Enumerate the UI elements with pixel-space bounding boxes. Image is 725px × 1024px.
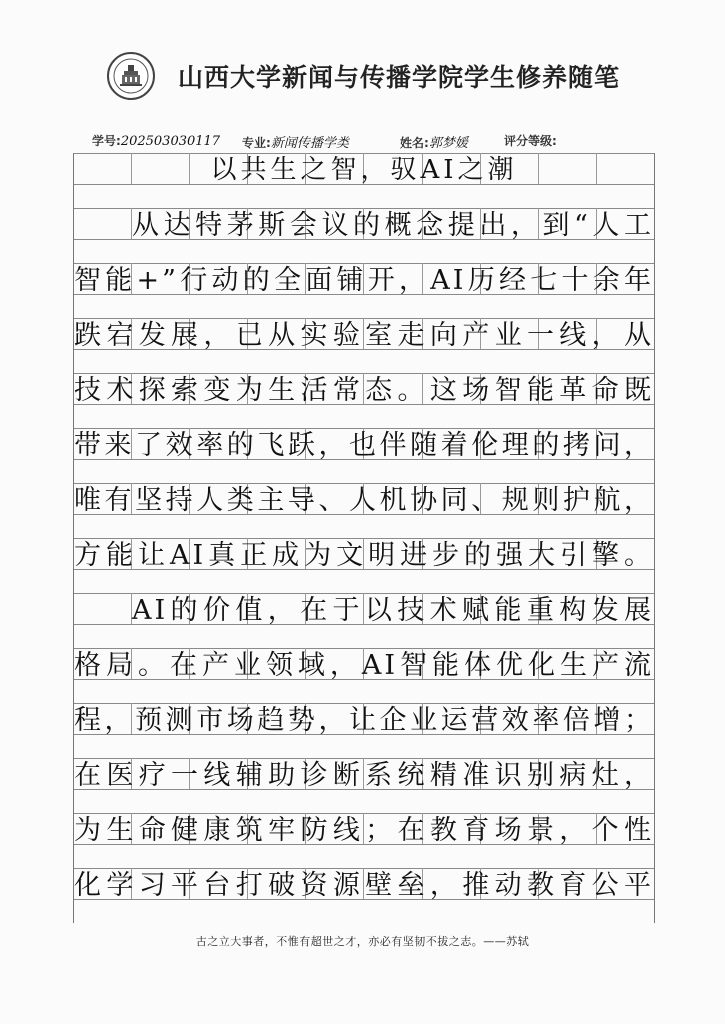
writing-grid [73, 153, 655, 923]
major-label: 专业: [242, 136, 271, 150]
essay-line: 技术探索变为生活常态。这场智能革命既 [74, 375, 654, 406]
grid-row [74, 813, 654, 868]
grid-row [74, 703, 654, 758]
essay-line: 跌宕发展，已从实验室走向产业一线，从 [74, 320, 654, 351]
grid-row [74, 318, 654, 373]
student-id [92, 132, 220, 149]
essay-line: 在医疗一线辅助诊断系统精准识别病灶， [74, 760, 654, 791]
essay-line: 程，预测市场趋势，让企业运营效率倍增； [74, 705, 654, 736]
grid-row [74, 483, 654, 538]
grid-row [74, 373, 654, 428]
essay-line: 格局。在产业领域，AI智能体优化生产流 [74, 650, 654, 681]
page-title: 山西大学新闻与传播学院学生修养随笔 [178, 63, 621, 92]
name-label: 姓名: [400, 136, 429, 150]
essay-line: 为生命健康筑牢防线；在教育场景，个性 [74, 815, 654, 846]
footer-quote: 古之立大事者，不惟有超世之才，亦必有坚韧不拔之志。——苏轼 [195, 935, 530, 948]
grid-row [74, 593, 654, 648]
grid-row [74, 153, 654, 208]
essay-line: 化学习平台打破资源壁垒，推动教育公平 [74, 870, 654, 901]
grid-row [74, 263, 654, 318]
essay-line: 方能让AI真正成为文明进步的强大引擎。 [74, 540, 654, 571]
essay-line: 带来了效率的飞跃，也伴随着伦理的拷问， [74, 430, 654, 461]
essay-line: AI的价值，在于以技术赋能重构发展 [132, 595, 654, 626]
essay-line: 智能+”行动的全面铺开，AI历经七十余年 [74, 265, 654, 296]
grid-row [74, 868, 654, 923]
grid-row [74, 758, 654, 813]
essay-line: 唯有坚持人类主导、人机协同、规则护航， [74, 485, 654, 516]
grid-row [74, 538, 654, 593]
major-value: 新闻传播学类 [270, 136, 349, 151]
student-info [92, 132, 652, 154]
grid-row [74, 648, 654, 703]
university-emblem-icon [111, 56, 151, 96]
essay-line: 从达特茅斯会议的概念提出，到“人工 [132, 210, 654, 241]
grade-label: 评分等级: [504, 134, 557, 148]
grid-row [74, 428, 654, 483]
grid-row [74, 208, 654, 263]
name-value: 郭梦媛 [428, 136, 468, 151]
grade [504, 132, 557, 149]
student-name [400, 132, 468, 151]
student-id-value: 202503030117 [120, 134, 221, 149]
student-id-label: 学号: [92, 134, 121, 148]
major [242, 132, 349, 151]
essay-title: 以共生之智，驭AI之潮 [210, 155, 518, 185]
university-logo [107, 52, 155, 100]
